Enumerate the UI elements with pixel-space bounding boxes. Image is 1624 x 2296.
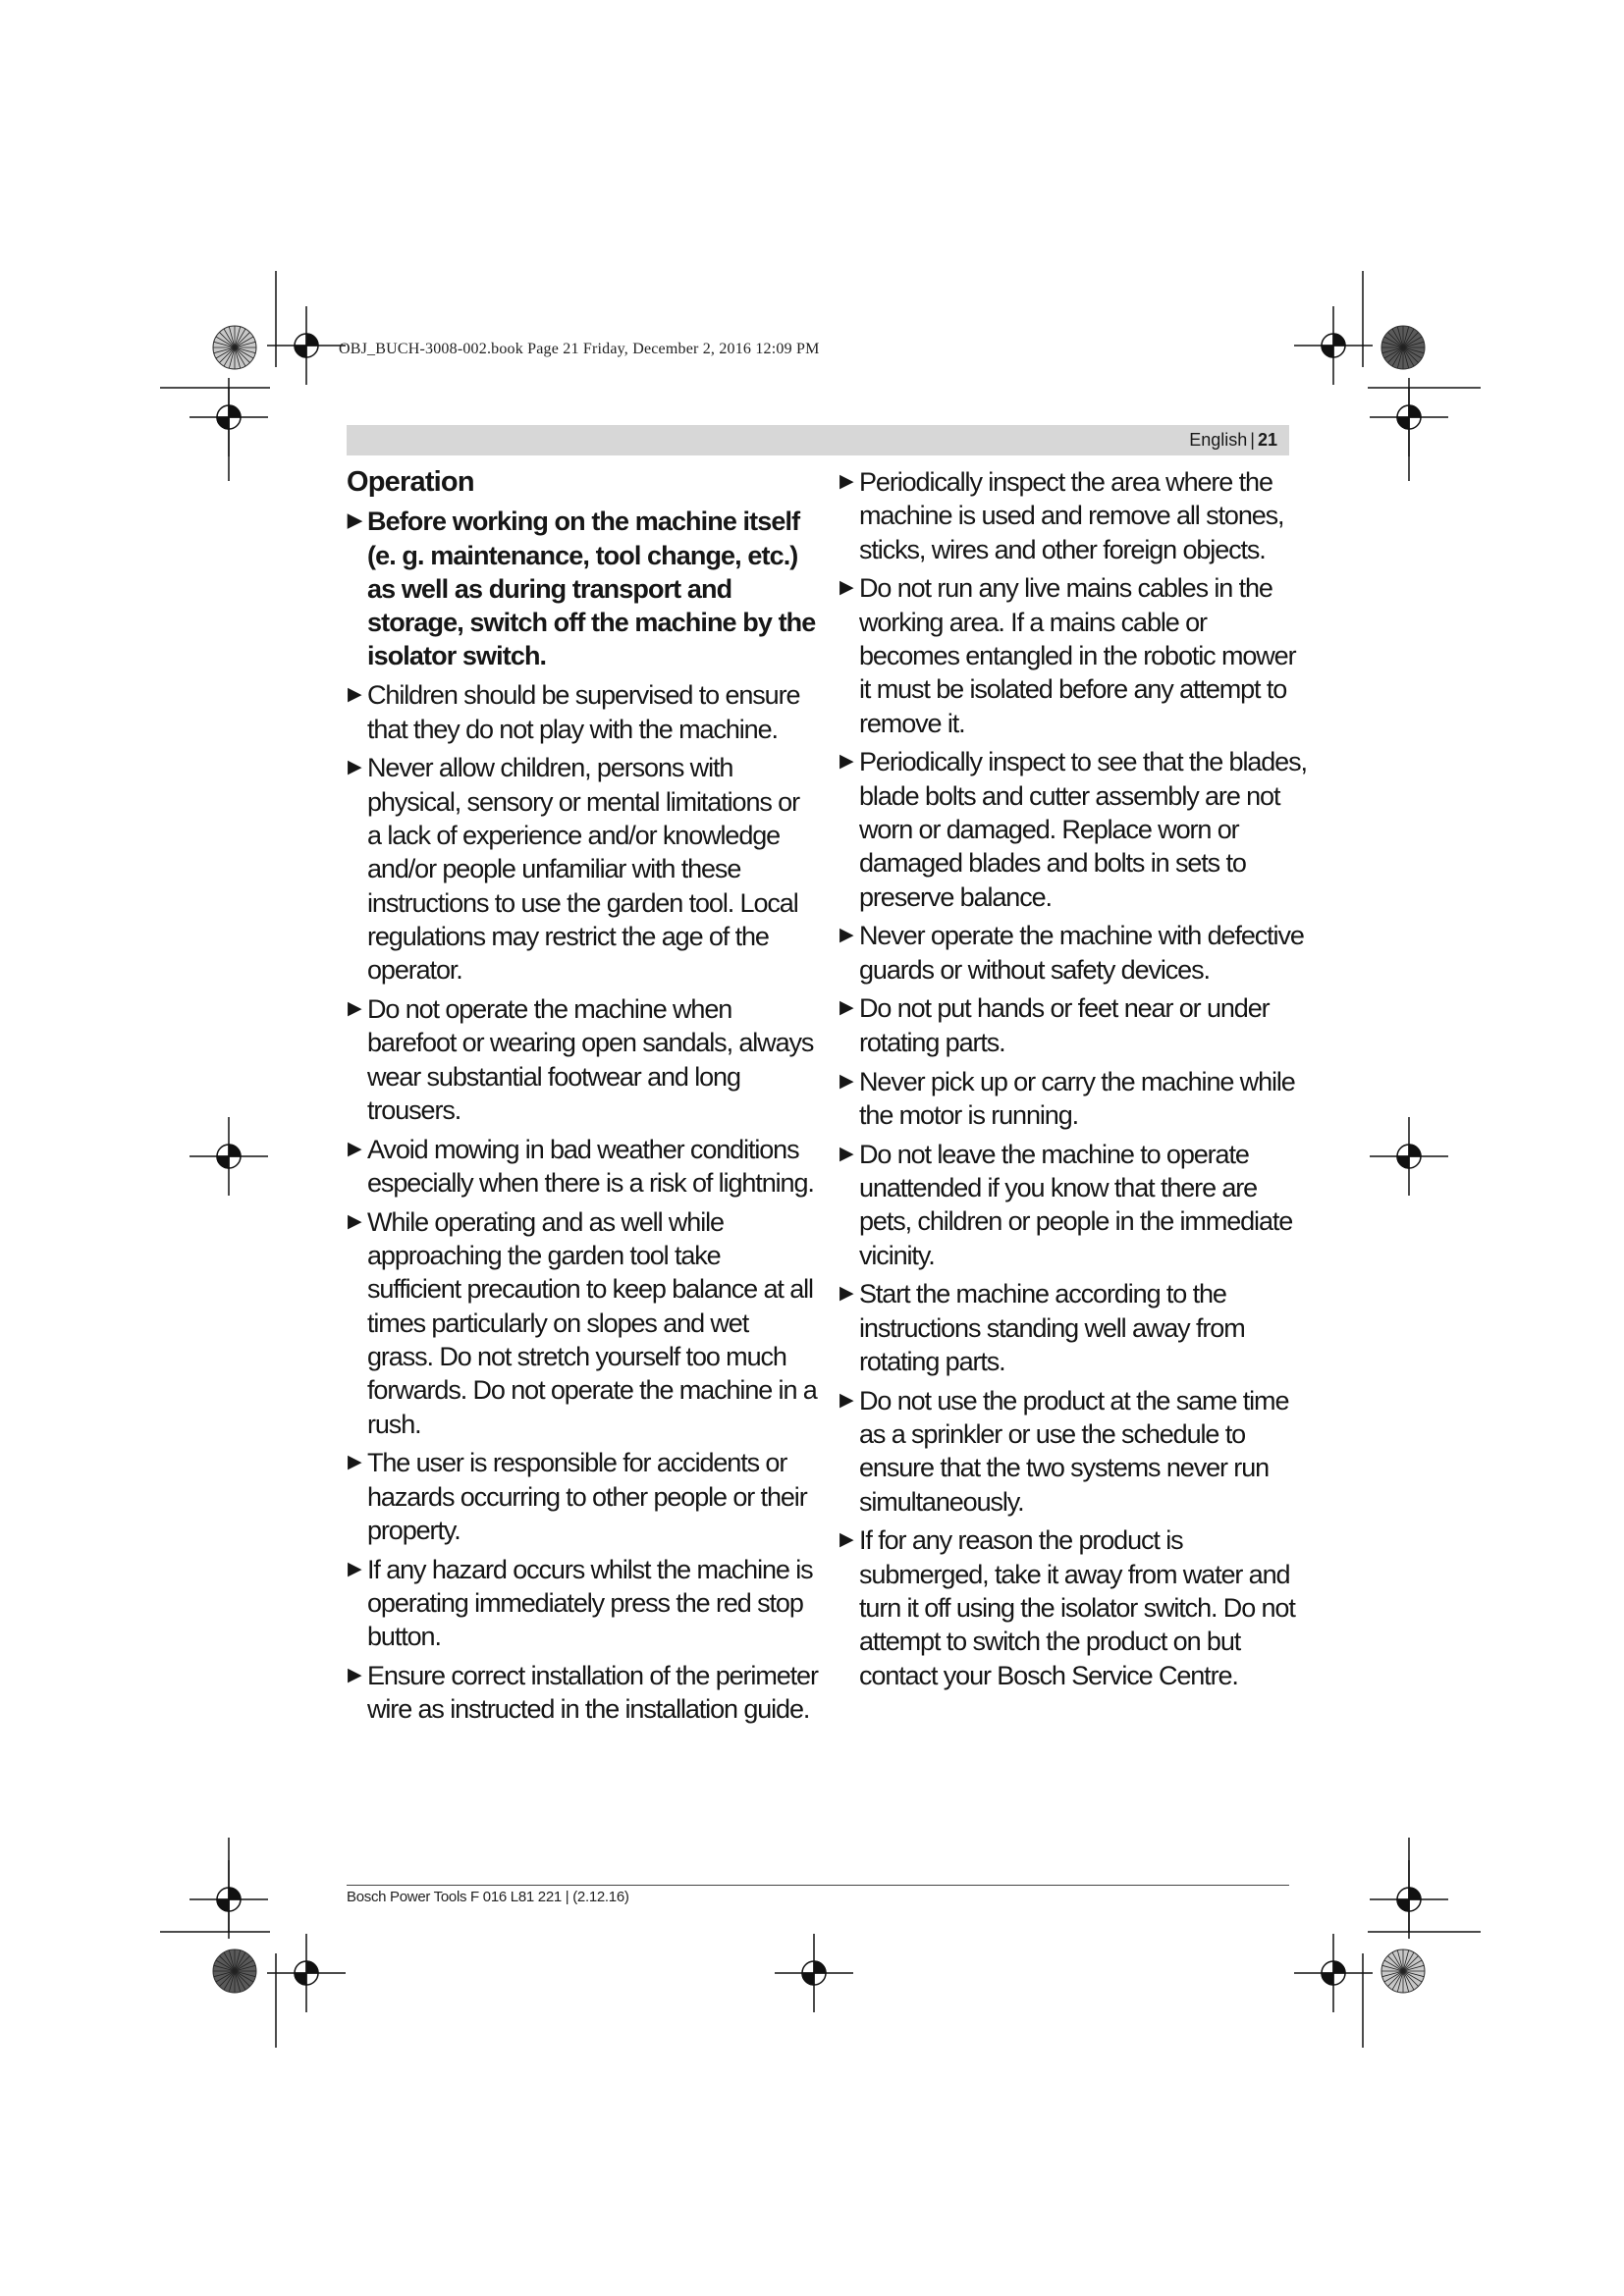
safety-item-text: Never operate the machine with defective guards or without safety devices. — [859, 921, 1304, 985]
header-separator: | — [1250, 430, 1255, 450]
safety-item — [839, 919, 1310, 987]
safety-item — [839, 465, 1310, 566]
section-title: Operation — [347, 466, 474, 498]
registration-target-icon — [189, 378, 268, 456]
print-slug: OBJ_BUCH-3008-002.book Page 21 Friday, December 2, 2016 12:09 PM — [339, 341, 820, 357]
safety-item-text: Do not run any live mains cables in the working area. If a mains cable or becomes entangled in the robotic mower it must be isolated before any attempt to remove it. — [859, 573, 1296, 738]
registration-target-icon — [1370, 378, 1448, 456]
safety-item — [839, 991, 1310, 1059]
bullet-arrow-icon: ▶ — [839, 751, 854, 773]
safety-item-text: Before working on the machine itself (e. g. maintenance, tool change, etc.) as well as during transport and storage, switch off the machine by the isolator switch. — [367, 507, 816, 671]
safety-item — [347, 1446, 818, 1547]
safety-item — [347, 1133, 818, 1201]
safety-item-text: Avoid mowing in bad weather conditions especially when there is a risk of lightning. — [367, 1134, 814, 1198]
safety-item — [839, 745, 1310, 913]
color-rosette-icon — [1381, 326, 1425, 369]
registration-target-icon — [1294, 1934, 1373, 2012]
safety-item — [347, 992, 818, 1127]
bullet-arrow-icon: ▶ — [348, 1138, 362, 1159]
color-rosette-icon — [213, 1949, 256, 1993]
bullet-arrow-icon: ▶ — [839, 997, 854, 1019]
left-column — [347, 465, 818, 1732]
bullet-arrow-icon: ▶ — [348, 757, 362, 778]
registration-target-icon — [189, 1860, 268, 1939]
left-safety-list — [347, 505, 818, 1726]
safety-item-text: Children should be supervised to ensure that they do not play with the machine. — [367, 680, 800, 744]
safety-item — [347, 1553, 818, 1654]
safety-item-text: If for any reason the product is submerged, take it away from water and turn it off using the isolator switch. Do not attempt to switch the product on but contact your Bosch Service Centre. — [859, 1525, 1295, 1690]
bullet-arrow-icon: ▶ — [839, 1529, 854, 1551]
registration-target-icon — [1294, 306, 1373, 385]
registration-target-icon — [189, 1117, 268, 1196]
registration-target-icon — [1370, 1117, 1448, 1196]
safety-item — [347, 1659, 818, 1727]
color-rosette-icon — [1381, 1949, 1425, 1993]
page-header-label — [1189, 428, 1277, 453]
safety-item — [347, 751, 818, 987]
page-header-bar — [347, 425, 1289, 455]
safety-item — [347, 505, 818, 672]
bullet-arrow-icon: ▶ — [348, 1452, 362, 1473]
safety-item — [839, 571, 1310, 739]
safety-item-text: Do not put hands or feet near or under rotating parts. — [859, 993, 1270, 1057]
safety-item-text: Never allow children, persons with physical, sensory or mental limitations or a lack of experience and/or knowledge and/or people unfamiliar with these instructions to use the garden tool. Local regulations may restrict the age of the operator. — [367, 753, 799, 986]
safety-item-text: The user is responsible for accidents or hazards occurring to other people or their property. — [367, 1448, 807, 1545]
safety-item-text: Ensure correct installation of the perimeter wire as instructed in the installation guide. — [367, 1661, 818, 1725]
safety-item — [839, 1138, 1310, 1272]
bullet-arrow-icon: ▶ — [348, 997, 362, 1019]
safety-item-text: Do not leave the machine to operate unattended if you know that there are pets, children or people in the immediate vicinity. — [859, 1139, 1293, 1270]
registration-target-icon — [1370, 1860, 1448, 1939]
bullet-arrow-icon: ▶ — [839, 1283, 854, 1305]
safety-item-text: Do not use the product at the same time as a sprinkler or use the schedule to ensure that the two systems never run simultaneously. — [859, 1385, 1289, 1517]
right-safety-list — [839, 465, 1310, 1692]
bullet-arrow-icon: ▶ — [348, 1210, 362, 1232]
bullet-arrow-icon: ▶ — [839, 577, 854, 599]
safety-item-text: Periodically inspect to see that the blades, blade bolts and cutter assembly are not worn or damaged. Replace worn or damaged blades and bolts in sets to preserve balance. — [859, 747, 1307, 912]
safety-item-text: If any hazard occurs whilst the machine is operating immediately press the red stop button. — [367, 1554, 813, 1652]
bullet-arrow-icon: ▶ — [839, 925, 854, 946]
safety-item — [839, 1384, 1310, 1519]
footer-rule — [347, 1885, 1289, 1886]
registration-target-icon — [775, 1934, 853, 2012]
bullet-arrow-icon: ▶ — [839, 1389, 854, 1411]
safety-item-text: Periodically inspect the area where the machine is used and remove all stones, sticks, wires and other foreign objects. — [859, 467, 1284, 564]
safety-item — [839, 1277, 1310, 1378]
header-language: English — [1189, 430, 1248, 450]
bullet-arrow-icon: ▶ — [348, 1665, 362, 1686]
footer-text: Bosch Power Tools F 016 L81 221 | (2.12.16) — [347, 1889, 629, 1905]
safety-item-text: Start the machine according to the instructions standing well away from rotating parts. — [859, 1279, 1245, 1376]
safety-item — [347, 678, 818, 746]
bullet-arrow-icon: ▶ — [348, 684, 362, 706]
color-rosette-icon — [213, 326, 256, 369]
bullet-arrow-icon: ▶ — [348, 510, 362, 532]
page-number: 21 — [1257, 430, 1277, 450]
safety-item-text: Never pick up or carry the machine while the motor is running. — [859, 1066, 1295, 1130]
safety-item-text: Do not operate the machine when barefoot or wearing open sandals, always wear substantial footwear and long trousers. — [367, 993, 814, 1125]
safety-item — [839, 1065, 1310, 1133]
safety-item-text: While operating and as well while approaching the garden tool take sufficient precaution to keep balance at all times particularly on slopes and wet grass. Do not stretch yourself too much forwards. Do not operate the machine in a rush. — [367, 1206, 817, 1439]
bullet-arrow-icon: ▶ — [839, 1143, 854, 1164]
bullet-arrow-icon: ▶ — [348, 1558, 362, 1579]
safety-item — [839, 1523, 1310, 1691]
registration-target-icon — [267, 306, 346, 385]
registration-target-icon — [267, 1934, 346, 2012]
right-column — [839, 465, 1310, 1697]
bullet-arrow-icon: ▶ — [839, 471, 854, 492]
bullet-arrow-icon: ▶ — [839, 1070, 854, 1092]
safety-item — [347, 1205, 818, 1441]
